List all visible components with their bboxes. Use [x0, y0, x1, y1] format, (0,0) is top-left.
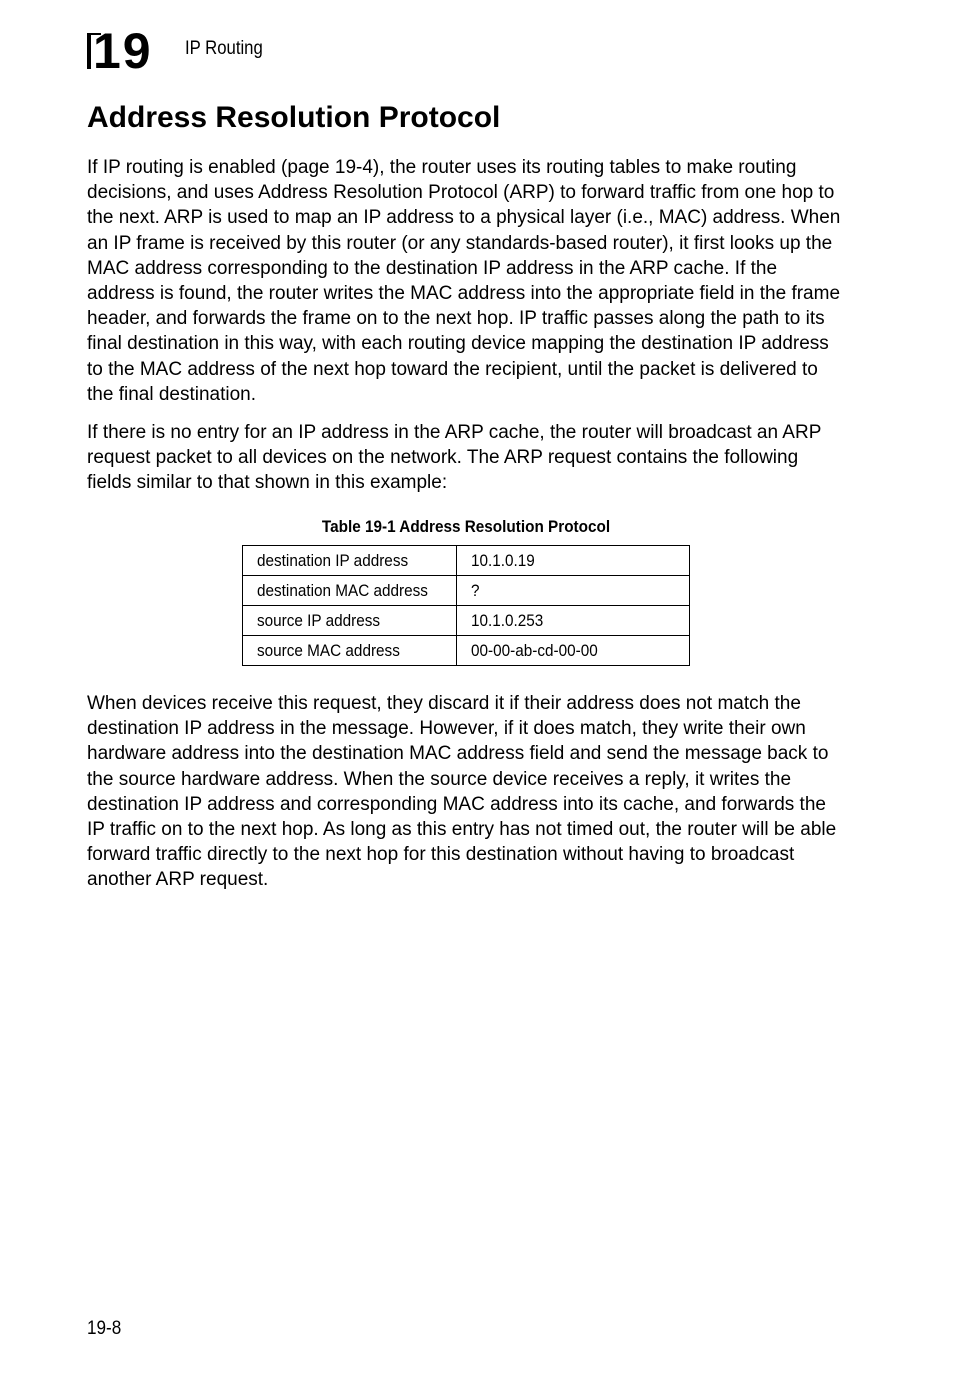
paragraph-arp-intro: If IP routing is enabled (page 19-4), the router uses its routing tables to make routing decisions, and uses Address Resolution Protocol (ARP) to forward traffic from one hop to the next. ARP is used to map an IP address to a physical layer (i.e., MAC) address. When an IP frame is received by this router (or any standards-based router), it first looks up the MAC address corresponding to the destination IP address in the ARP cache. If the address is found, the router writes the MAC address into the appropriate field in the frame header, and forwards the frame on to the next hop. IP traffic passes along the path to its final destination in this way, with each routing device mapping the destination IP address to the MAC address of the next hop toward the recipient, until the packet is delivered to the final destination. [87, 157, 841, 405]
chapter-title: IP Routing [185, 38, 263, 59]
chapter-marker-bar [87, 33, 91, 69]
table-cell-value: 10.1.0.253 [457, 606, 690, 636]
section-title: Address Resolution Protocol [87, 101, 501, 134]
paragraph-arp-reply: When devices receive this request, they discard it if their address does not match the destination IP address in the message. However, if it does match, they write their own hardware address into the destination MAC address field and send the message back to the source hardware address. When the source device receives a reply, it writes the destination IP address and corresponding MAC address into its cache, and forwards the IP traffic on to the next hop. As long as this entry has not timed out, the router will be able forward traffic directly to the next hop for this destination without having to broadcast another ARP request. [87, 693, 837, 891]
arp-fields-table [242, 545, 690, 666]
table-row [243, 606, 690, 636]
table-cell-value: 10.1.0.19 [457, 546, 690, 576]
table-cell-value: ? [457, 576, 690, 606]
chapter-number: 19 [93, 23, 153, 79]
table-cell-field: destination MAC address [243, 576, 457, 606]
table-caption: Table 19-1 Address Resolution Protocol [321, 517, 611, 536]
table-row [243, 576, 690, 606]
table-cell-field: source IP address [243, 606, 457, 636]
table-cell-field: source MAC address [243, 636, 457, 666]
table-row [243, 546, 690, 576]
table-cell-value: 00-00-ab-cd-00-00 [457, 636, 690, 666]
table-row [243, 636, 690, 666]
table-cell-field: destination IP address [243, 546, 457, 576]
paragraph-arp-request: If there is no entry for an IP address in the ARP cache, the router will broadcast an ARP request packet to all devices on the network. The ARP request contains the following fields similar to that shown in this example: [87, 422, 822, 494]
page-number: 19-8 [87, 1318, 122, 1339]
